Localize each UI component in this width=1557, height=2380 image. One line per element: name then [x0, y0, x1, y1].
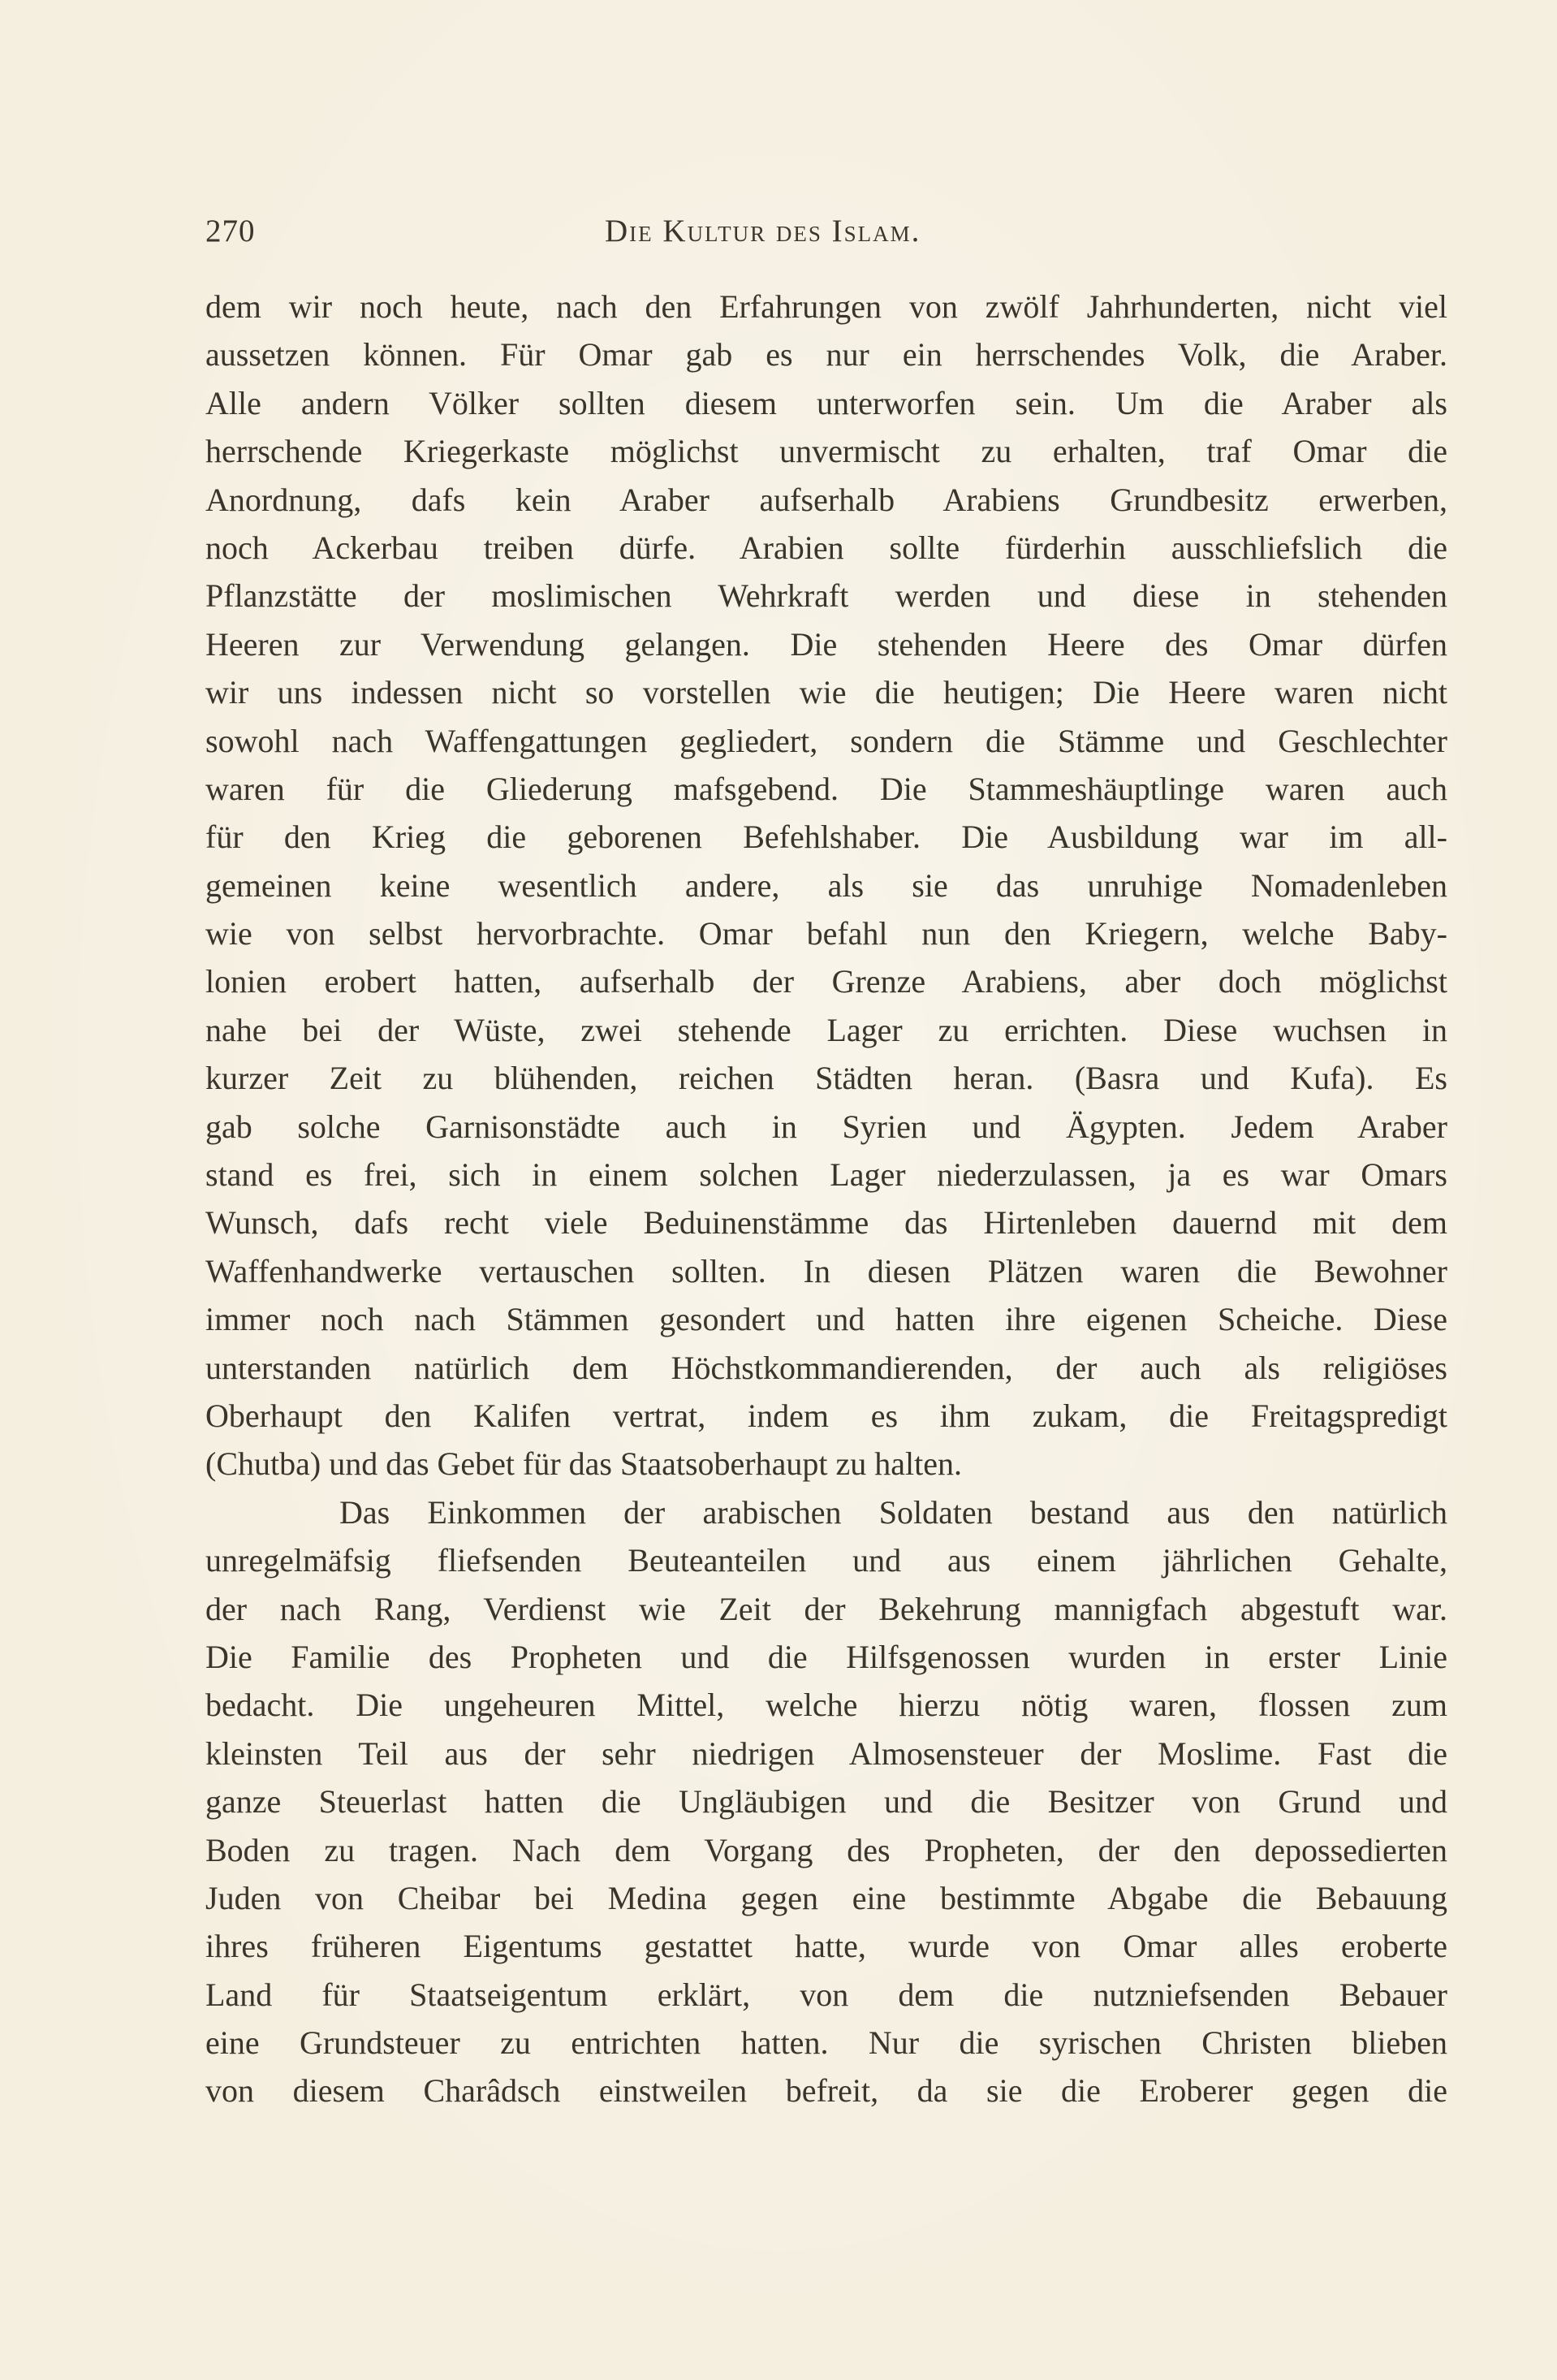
text-line: für den Krieg die geborenen Befehlshaber. Die Ausbildung war im all-	[205, 819, 1447, 856]
text-line: sowohl nach Waffengattungen gegliedert, sondern die Stämme und Geschlechter	[205, 722, 1447, 759]
text-line: wie von selbst hervorbrachte. Omar befahl nun den Kriegern, welche Baby-	[205, 915, 1447, 952]
text-line: Anordnung, dafs kein Araber aufserhalb Arabiens Grundbesitz erwerben,	[205, 481, 1447, 518]
text-line: Pflanzstätte der moslimischen Wehrkraft werden und diese in stehenden	[205, 577, 1447, 615]
text-line: wir uns indessen nicht so vorstellen wie die heutigen; Die Heere waren nicht	[205, 674, 1447, 711]
text-line: dem wir noch heute, nach den Erfahrungen von zwölf Jahrhunderten, nicht viel	[205, 288, 1447, 325]
text-line: ihres früheren Eigentums gestattet hatte, wurde von Omar alles eroberte	[205, 1928, 1447, 1965]
text-line: immer noch nach Stämmen gesondert und hatten ihre eigenen Scheiche. Diese	[205, 1301, 1447, 1338]
text-line: Heeren zur Verwendung gelangen. Die stehenden Heere des Omar dürfen	[205, 625, 1447, 663]
text-line: Land für Staatseigentum erklärt, von dem die nutzniefsenden Bebauer	[205, 1976, 1447, 2013]
text-line: gab solche Garnisonstädte auch in Syrien und Ägypten. Jedem Araber	[205, 1108, 1447, 1145]
text-line: unterstanden natürlich dem Höchstkommandierenden, der auch als religiöses	[205, 1349, 1447, 1386]
text-line: gemeinen keine wesentlich andere, als sie das unruhige Nomadenleben	[205, 866, 1447, 904]
text-line: Die Familie des Propheten und die Hilfsgenossen wurden in erster Linie	[205, 1638, 1447, 1675]
paragraph	[205, 1488, 1447, 2115]
text-line: stand es frei, sich in einem solchen Lager niederzulassen, ja es war Omars	[205, 1156, 1447, 1194]
text-line: unregelmäfsig fliefsenden Beuteanteilen und aus einem jährlichen Gehalte,	[205, 1542, 1447, 1579]
text-line: noch Ackerbau treiben dürfe. Arabien sollte fürderhin ausschliefslich die	[205, 529, 1447, 566]
text-line: kleinsten Teil aus der sehr niedrigen Almosensteuer der Moslime. Fast die	[205, 1734, 1447, 1772]
text-line: der nach Rang, Verdienst wie Zeit der Bekehrung mannigfach abgestuft war.	[205, 1590, 1447, 1627]
text-line: (Chutba) und das Gebet für das Staatsoberhaupt zu halten.	[205, 1445, 962, 1483]
text-line: ganze Steuerlast hatten die Ungläubigen und die Besitzer von Grund und	[205, 1783, 1447, 1821]
text-line: von diesem Charâdsch einstweilen befreit, da sie die Eroberer gegen die	[205, 2072, 1447, 2110]
text-line: kurzer Zeit zu blühenden, reichen Städten heran. (Basra und Kufa). Es	[205, 1060, 1447, 1097]
text-line: Das Einkommen der arabischen Soldaten bestand aus den natürlich	[339, 1493, 1447, 1531]
text-line: Alle andern Völker sollten diesem unterworfen sein. Um die Araber als	[205, 384, 1447, 421]
text-line: Juden von Cheibar bei Medina gegen eine bestimmte Abgabe die Bebauung	[205, 1879, 1447, 1916]
text-line: Waffenhandwerke vertauschen sollten. In diesen Plätzen waren die Bewohner	[205, 1252, 1447, 1289]
running-title: Die Kultur des Islam.	[605, 214, 921, 248]
text-line: bedacht. Die ungeheuren Mittel, welche hierzu nötig waren, flossen zum	[205, 1687, 1447, 1724]
text-line: waren für die Gliederung mafsgebend. Die Stammeshäuptlinge waren auch	[205, 770, 1447, 807]
page-number: 270	[205, 214, 256, 248]
paragraph	[205, 283, 1447, 1488]
text-line: Wunsch, dafs recht viele Beduinenstämme das Hirtenleben dauernd mit dem	[205, 1204, 1447, 1242]
body-text	[205, 283, 1447, 2115]
text-line: Boden zu tragen. Nach dem Vorgang des Propheten, der den depossedierten	[205, 1831, 1447, 1868]
text-line: nahe bei der Wüste, zwei stehende Lager zu errichten. Diese wuchsen in	[205, 1011, 1447, 1048]
page-header	[205, 213, 1451, 261]
text-line: aussetzen können. Für Omar gab es nur ein herrschendes Volk, die Araber.	[205, 336, 1447, 374]
text-line: lonien erobert hatten, aufserhalb der Grenze Arabiens, aber doch möglichst	[205, 963, 1447, 1000]
text-line: eine Grundsteuer zu entrichten hatten. Nur die syrischen Christen blieben	[205, 2024, 1447, 2062]
text-line: Oberhaupt den Kalifen vertrat, indem es ihm zukam, die Freitagspredigt	[205, 1397, 1447, 1434]
text-line: herrschende Kriegerkaste möglichst unvermischt zu erhalten, traf Omar die	[205, 433, 1447, 470]
